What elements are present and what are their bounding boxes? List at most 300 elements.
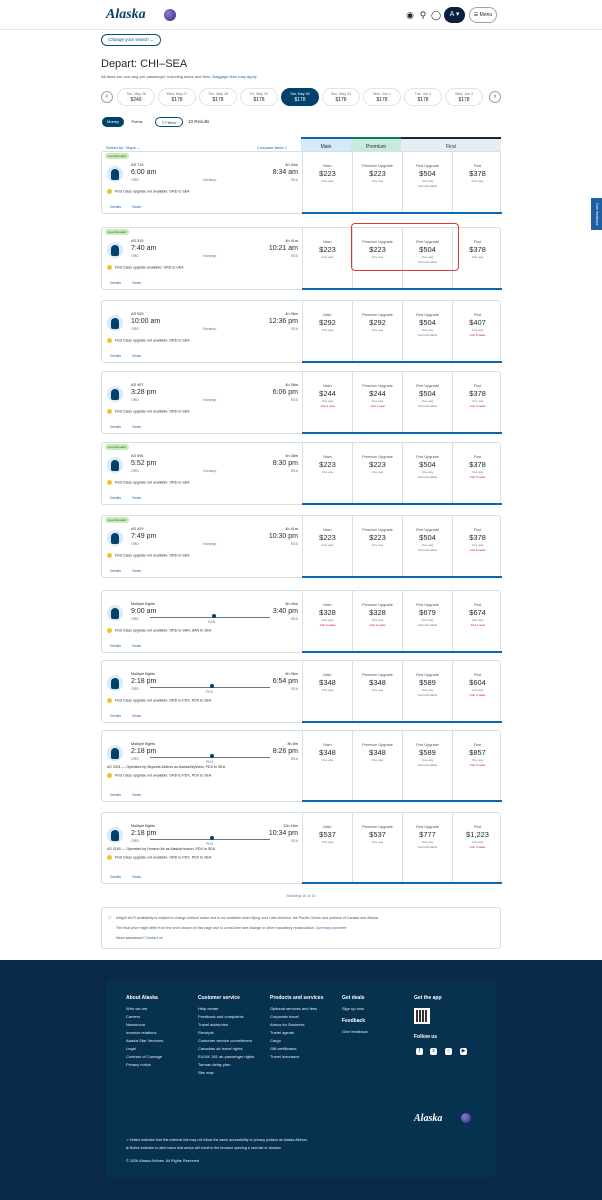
fare-class-name: Main — [323, 164, 332, 168]
fare-class-name: Premium Upgrade — [362, 384, 393, 388]
date-tile-price: $178 — [458, 97, 470, 103]
change-search-button[interactable]: Change your search ⌄ — [101, 34, 161, 46]
bell-icon[interactable]: ◉ — [406, 10, 414, 20]
arrive-time: 8:30 pm — [272, 460, 298, 467]
footer-service-link[interactable]: Tarmac delay plan — [198, 1062, 231, 1067]
fare-price: $777 — [419, 830, 436, 839]
date-tile-day: Tue, May 26 — [126, 92, 146, 96]
arrive-time: 6:54 pm — [272, 678, 298, 685]
fare-price: $292 — [319, 318, 336, 327]
fare-cell[interactable] — [402, 372, 452, 433]
depart-time: 6:00 am — [131, 169, 157, 176]
footer-service-link[interactable]: Site map — [198, 1070, 214, 1075]
compare-label: Compare fares — [257, 145, 284, 150]
seats-left: Just 1 seat — [470, 622, 485, 627]
operated-by: AS 3301 — Operated by Skywest Airlines as AlaskaSkyWest. PDX to SEA — [107, 765, 226, 769]
fare-cell[interactable] — [402, 591, 452, 652]
footer-app — [414, 995, 484, 1006]
one-way-label: One way — [471, 255, 484, 259]
fare-cell[interactable] — [352, 301, 402, 362]
fare-cell[interactable] — [302, 661, 352, 722]
footer-products — [270, 995, 340, 1062]
cabin-main-header: Main — [301, 137, 351, 154]
fare-cell[interactable] — [402, 152, 452, 213]
footer-feedback-link[interactable]: Give feedback — [342, 1029, 368, 1034]
fare-cell[interactable] — [352, 372, 402, 433]
flight-card — [101, 812, 501, 884]
fare-price: $348 — [319, 748, 336, 757]
globe-icon[interactable]: ◯ — [431, 10, 442, 20]
lightbulb-icon — [107, 338, 112, 343]
account-avatar[interactable]: A ▾ — [444, 7, 465, 23]
fare-class-name: First Upgrade — [415, 673, 439, 677]
upgrade-note — [107, 698, 297, 703]
date-tile-day: Sun, May 31 — [330, 92, 352, 96]
footer-products-link[interactable]: Cargo — [270, 1038, 281, 1043]
destination-code: SEA — [290, 254, 298, 258]
fare-class-name: First Upgrade — [415, 164, 439, 168]
details-link[interactable]: Details — [110, 644, 121, 648]
origin-code: ORD — [131, 398, 139, 402]
fare-cell[interactable] — [452, 731, 502, 801]
fare-cell[interactable] — [402, 301, 452, 362]
footer-deals-link[interactable]: Sign up now — [342, 1006, 365, 1011]
fare-price: $223 — [369, 533, 386, 542]
fare-price: $223 — [319, 533, 336, 542]
date-tile[interactable] — [404, 88, 442, 106]
fare-class-name: Main — [323, 313, 332, 317]
one-way-label: One way — [321, 840, 334, 844]
fare-cell[interactable] — [402, 813, 452, 883]
x-icon[interactable]: x — [430, 1048, 437, 1055]
footer-products-link[interactable]: Travel agents — [270, 1030, 295, 1035]
upgrade-text: First Class upgrade not available: ORD to SAN, SAN to SEA — [115, 628, 212, 633]
depart-time: 2:18 pm — [131, 678, 157, 685]
refund-label: Nonrefundable — [417, 844, 438, 849]
one-way-label: One way — [321, 399, 334, 403]
footer-about-link[interactable]: Who we are — [126, 1006, 148, 1011]
fare-cell[interactable] — [302, 152, 352, 213]
prev-dates-button[interactable]: ‹ — [101, 91, 113, 103]
date-tile[interactable] — [117, 88, 155, 106]
footer-service-link[interactable]: Travel advisories — [198, 1022, 229, 1027]
lightbulb-icon — [107, 480, 112, 485]
route-line — [150, 617, 270, 618]
fare-cell[interactable] — [352, 661, 402, 722]
fare-class-name: First — [473, 673, 482, 677]
date-tile[interactable] — [322, 88, 360, 106]
low-fare-badge: Low fare alert — [105, 444, 129, 450]
flight-info — [102, 516, 302, 577]
fare-price: $223 — [319, 169, 336, 178]
fare-cell[interactable] — [302, 228, 352, 289]
footer-about-link[interactable]: Privacy notice — [126, 1062, 151, 1067]
fare-cell[interactable] — [302, 443, 352, 504]
date-tile-price: $249 — [130, 97, 142, 103]
seats-left: Just 3 seats — [469, 403, 486, 408]
flight-info — [102, 813, 302, 883]
fare-class-name: Main — [323, 603, 332, 607]
fare-class-name: Main — [323, 455, 332, 459]
one-way-label: One way — [471, 328, 484, 332]
fare-class-name: Premium Upgrade — [362, 673, 393, 677]
next-dates-button[interactable]: › — [489, 91, 501, 103]
flight-duration: 4h 36m — [285, 312, 298, 316]
footer-products-link[interactable]: Gift certificates — [270, 1046, 297, 1051]
footer-app-title: Get the app — [414, 995, 442, 1001]
fare-class-name: Main — [323, 528, 332, 532]
footer-follow-title: Follow us — [414, 1034, 438, 1040]
one-way-label: One way — [421, 179, 434, 183]
details-link[interactable]: Details — [110, 793, 121, 797]
fare-cell[interactable] — [352, 152, 402, 213]
fare-cell[interactable] — [452, 591, 502, 652]
fare-price: $328 — [319, 608, 336, 617]
fare-class-name: First — [473, 164, 482, 168]
details-link[interactable]: Details — [110, 714, 121, 718]
flight-number: AS 515 — [131, 239, 144, 243]
fare-class-name: Premium Upgrade — [362, 313, 393, 317]
lightbulb-icon — [107, 553, 112, 558]
one-way-label: One way — [421, 688, 434, 692]
upgrade-note — [107, 553, 297, 558]
seats-link[interactable]: Seats — [132, 354, 142, 358]
stops-label: Nonstop — [203, 398, 217, 402]
footer-about-title: About Alaska — [126, 995, 158, 1001]
flight-card — [101, 730, 501, 802]
one-way-label: One way — [421, 399, 434, 403]
footer-about — [126, 995, 196, 1070]
low-fare-badge: Low fare alert — [105, 517, 129, 523]
footer-about-link[interactable]: Careers — [126, 1014, 141, 1019]
card-accent-bar — [302, 212, 502, 214]
fare-cell[interactable] — [302, 591, 352, 652]
one-way-label: One way — [371, 399, 384, 403]
fare-cell[interactable] — [402, 661, 452, 722]
one-way-label: One way — [421, 840, 434, 844]
fare-cell[interactable] — [302, 372, 352, 433]
aircraft-tail-icon — [107, 530, 123, 546]
fare-cell[interactable] — [452, 516, 502, 577]
flight-number: Multiple flights — [131, 602, 156, 606]
fare-cell[interactable] — [402, 731, 452, 801]
aircraft-tail-icon — [107, 827, 123, 843]
fare-price: $407 — [469, 318, 486, 327]
fare-cell[interactable] — [302, 301, 352, 362]
fare-cell[interactable] — [352, 591, 402, 652]
footer-products-link[interactable]: Atmos for Business — [270, 1022, 305, 1027]
contact-us-link[interactable]: Contact us — [145, 936, 163, 940]
flight-card — [101, 300, 501, 363]
destination-code: SEA — [290, 839, 298, 843]
upgrade-text: First Class upgrade not available: ORD to PDX, PDX to SEA — [115, 773, 212, 778]
fare-cell[interactable] — [452, 228, 502, 289]
one-way-label: One way — [421, 470, 434, 474]
fare-cell[interactable] — [402, 516, 452, 577]
footer-about-link[interactable]: Newsroom — [126, 1022, 146, 1027]
fare-price: $504 — [419, 533, 436, 542]
footer-alaska-logo[interactable]: Alaska — [414, 1113, 443, 1124]
fare-class-name: First Upgrade — [415, 455, 439, 459]
fare-price: $589 — [419, 678, 436, 687]
flight-card — [101, 371, 501, 434]
facebook-icon[interactable]: f — [416, 1048, 423, 1055]
destination-code: SEA — [290, 469, 298, 473]
footer-about-link[interactable]: Contract of Carriage — [126, 1054, 163, 1059]
low-fare-badge: Low fare alert — [105, 229, 129, 235]
cabin-first-header: First — [401, 137, 501, 154]
fare-price: $378 — [469, 460, 486, 469]
fare-cell[interactable] — [452, 152, 502, 213]
seats-left: Just 2 seats — [319, 622, 336, 627]
footer-service-link[interactable]: EU/UK 261 air passenger rights — [198, 1054, 255, 1059]
seats-link[interactable]: Seats — [132, 875, 142, 879]
depart-time: 7:49 pm — [131, 533, 157, 540]
refund-label: Nonrefundable — [417, 692, 438, 697]
destination-code: SEA — [290, 757, 298, 761]
fare-price: $1,223 — [466, 830, 489, 839]
fare-class-name: First — [473, 240, 482, 244]
stop-dot — [210, 684, 214, 688]
fare-class-name: Main — [323, 673, 332, 677]
price-note — [116, 926, 346, 930]
footer-about-link[interactable]: Investor relations — [126, 1030, 157, 1035]
seats-link[interactable]: Seats — [132, 714, 142, 718]
stops-label: Nonstop — [203, 469, 217, 473]
youtube-icon[interactable]: ▶ — [461, 1048, 466, 1054]
filters-button[interactable]: ≡ Filters — [155, 117, 183, 127]
seats-link[interactable]: Seats — [132, 644, 142, 648]
one-way-label: One way — [471, 470, 484, 474]
one-way-label: One way — [471, 399, 484, 403]
fare-cell[interactable] — [302, 731, 352, 801]
date-tile-price: $178 — [335, 97, 347, 103]
footer-service-link[interactable]: Receipts — [198, 1030, 214, 1035]
origin-code: ORD — [131, 757, 139, 761]
refund-label: Nonrefundable — [417, 259, 438, 264]
flight-card — [101, 515, 501, 578]
aircraft-tail-icon — [107, 166, 123, 182]
details-link[interactable]: Details — [110, 496, 121, 500]
footer-service-link[interactable]: Help center — [198, 1006, 219, 1011]
footer-service-link[interactable]: Canadian air travel rights — [198, 1046, 243, 1051]
arrive-time: 10:34 pm — [268, 830, 298, 837]
flight-info — [102, 591, 302, 652]
details-link[interactable]: Details — [110, 354, 121, 358]
filters-label: Filters — [165, 120, 177, 125]
instagram-icon[interactable]: ○ — [446, 1048, 451, 1054]
upgrade-note — [107, 855, 297, 860]
footer-products-link[interactable]: Optional services and fees — [270, 1006, 318, 1011]
points-toggle[interactable]: Points — [131, 119, 143, 124]
flight-number: Multiple flights — [131, 824, 156, 828]
fare-price: $378 — [469, 533, 486, 542]
date-tile[interactable] — [158, 88, 196, 106]
fare-price: $504 — [419, 245, 436, 254]
date-tile[interactable] — [281, 88, 319, 106]
flight-duration: 4h 34m — [285, 163, 298, 167]
date-tile-price: $178 — [417, 97, 429, 103]
fare-price: $674 — [469, 608, 486, 617]
fare-cell[interactable] — [352, 443, 402, 504]
flight-info — [102, 228, 302, 289]
stop-airport: PDX — [206, 690, 214, 694]
fare-price: $348 — [369, 678, 386, 687]
card-accent-bar — [302, 361, 502, 363]
seats-link[interactable]: Seats — [132, 793, 142, 797]
refund-label: Nonrefundable — [417, 183, 438, 188]
date-tile-price: $178 — [171, 97, 183, 103]
details-link[interactable]: Details — [110, 205, 121, 209]
one-way-label: One way — [321, 179, 334, 183]
card-accent-bar — [302, 288, 502, 290]
page-title: Depart: CHI–SEA — [101, 58, 188, 70]
aircraft-tail-icon — [107, 315, 123, 331]
footer-about-link[interactable]: Alaska Star Ventures — [126, 1038, 164, 1043]
menu-button[interactable]: ☰ Menu — [469, 7, 497, 23]
flight-info — [102, 152, 302, 213]
fare-class-name: First — [473, 384, 482, 388]
refund-label: Nonrefundable — [417, 547, 438, 552]
lightbulb-icon — [107, 855, 112, 860]
destination-code: SEA — [290, 542, 298, 546]
upgrade-text: First Class upgrade not available: ORD to SEA — [115, 480, 190, 485]
fare-cell[interactable] — [302, 516, 352, 577]
new-tab-note: ⧉ Notice indicator to alert users that action will result in the browser opening a new tab or window. — [126, 1146, 282, 1150]
seats-left: Just 5 seats — [469, 474, 486, 479]
date-tile-day: Sat, May 30 — [290, 92, 310, 96]
flight-info — [102, 731, 302, 801]
fare-price: $223 — [319, 460, 336, 469]
fare-cell[interactable] — [302, 813, 352, 883]
fare-class-name: Premium Upgrade — [362, 240, 393, 244]
details-link[interactable]: Details — [110, 281, 121, 285]
card-accent-bar — [302, 800, 502, 802]
seats-left: Just 1 seat — [370, 403, 385, 408]
menu-label: Menu — [479, 12, 493, 18]
copyright: © 2026 Alaska Airlines. All Rights Reserved — [126, 1159, 200, 1163]
destination-code: SEA — [290, 617, 298, 621]
upgrade-note — [107, 480, 297, 485]
fare-class-name: First — [473, 455, 482, 459]
details-link[interactable]: Details — [110, 569, 121, 573]
fare-cell[interactable] — [352, 813, 402, 883]
upgrade-text: First Class upgrade not available: ORD to SEA — [115, 189, 190, 194]
fare-price: $378 — [469, 389, 486, 398]
subtitle-text: All fares are one-way per passenger, including taxes and fees. — [101, 74, 212, 79]
flight-card — [101, 442, 501, 505]
arrive-time: 3:40 pm — [272, 608, 298, 615]
flight-info — [102, 661, 302, 722]
sort-dropdown[interactable]: Sorted by: Stops ⌄ — [106, 145, 141, 150]
one-way-label: One way — [321, 618, 334, 622]
date-tile[interactable] — [199, 88, 237, 106]
flight-number: AS 715 — [131, 163, 144, 167]
footer-oneworld-badge-icon — [461, 1113, 471, 1123]
fare-cell[interactable] — [352, 731, 402, 801]
footer-products-link[interactable]: Corporate travel — [270, 1014, 299, 1019]
card-accent-bar — [302, 721, 502, 723]
footer-products-link[interactable]: Travel insurance — [270, 1054, 300, 1059]
origin-code: ORD — [131, 254, 139, 258]
fare-price: $378 — [469, 169, 486, 178]
fare-price: $537 — [369, 830, 386, 839]
stops-label: Nonstop — [203, 542, 217, 546]
upgrade-text: First Class upgrade available: ORD to SEA — [115, 265, 184, 270]
fare-cell[interactable] — [402, 443, 452, 504]
one-way-label: One way — [321, 255, 334, 259]
one-way-label: One way — [321, 688, 334, 692]
fare-price: $244 — [319, 389, 336, 398]
baggage-fees-link[interactable]: Baggage fees may apply. — [212, 74, 258, 79]
flight-card — [101, 660, 501, 723]
footer-service-link[interactable]: Customer service commitment — [198, 1038, 253, 1043]
fare-price: $244 — [369, 389, 386, 398]
upgrade-note — [107, 189, 297, 194]
date-tile-day: Tue, Jun 2 — [414, 92, 432, 96]
footer-about-link[interactable]: Legal — [126, 1046, 136, 1051]
footer-feedback-title: Feedback — [342, 1018, 366, 1024]
price-note-text: The final price might differ from the price shown on this page due to a real-time fare change or other mandatory recalculation. — [116, 926, 315, 930]
one-way-label: One way — [471, 688, 484, 692]
seats-link[interactable]: Seats — [132, 496, 142, 500]
flight-duration: 4h 38m — [285, 383, 298, 387]
details-link[interactable]: Details — [110, 425, 121, 429]
date-tile-price: $178 — [376, 97, 388, 103]
fare-cell[interactable] — [452, 813, 502, 883]
flight-number: AS 529 — [131, 312, 144, 316]
compare-fares-link[interactable]: Compare fares ☇ — [257, 145, 287, 150]
one-way-label: One way — [321, 470, 334, 474]
operated-by: AS 2190 — Operated by Horizon Air as AlaskaHorizon. PDX to SEA — [107, 847, 216, 851]
give-feedback-tab[interactable]: Give feedback — [591, 198, 602, 230]
seats-left: Just 2 seats — [369, 622, 386, 627]
fare-class-name: First — [473, 313, 482, 317]
search-icon[interactable]: ⚲ — [419, 10, 427, 20]
one-way-label: One way — [321, 328, 334, 332]
footer-service-link[interactable]: Feedback and complaints — [198, 1014, 244, 1019]
fare-class-name: Premium Upgrade — [362, 743, 393, 747]
currency-converter-link[interactable]: Currency converter — [315, 926, 347, 930]
fare-cell[interactable] — [452, 301, 502, 362]
fare-cell[interactable] — [352, 516, 402, 577]
refund-label: Nonrefundable — [417, 403, 438, 408]
fare-price: $223 — [369, 245, 386, 254]
date-tile[interactable] — [363, 88, 401, 106]
seats-link[interactable]: Seats — [132, 205, 142, 209]
seats-link[interactable]: Seats — [132, 425, 142, 429]
fare-cell[interactable] — [452, 661, 502, 722]
date-tile[interactable] — [240, 88, 278, 106]
fare-cell[interactable] — [452, 372, 502, 433]
alaska-logo[interactable]: Alaska — [106, 7, 146, 22]
date-tile[interactable] — [445, 88, 483, 106]
app-qr-code[interactable] — [414, 1008, 430, 1024]
fare-price: $223 — [369, 169, 386, 178]
seats-left: Just 3 seats — [469, 844, 486, 849]
seats-link[interactable]: Seats — [132, 281, 142, 285]
upgrade-text: First Class upgrade not available: ORD to PDX, PDX to SEA — [115, 698, 212, 703]
lightbulb-icon — [107, 409, 112, 414]
fare-class-name: Main — [323, 240, 332, 244]
fare-cell[interactable] — [452, 443, 502, 504]
upgrade-note — [107, 628, 297, 633]
fare-class-name: First Upgrade — [415, 528, 439, 532]
money-toggle[interactable]: Money — [102, 117, 124, 127]
seats-link[interactable]: Seats — [132, 569, 142, 573]
date-tile-day: Wed, Jun 3 — [454, 92, 474, 96]
details-link[interactable]: Details — [110, 875, 121, 879]
